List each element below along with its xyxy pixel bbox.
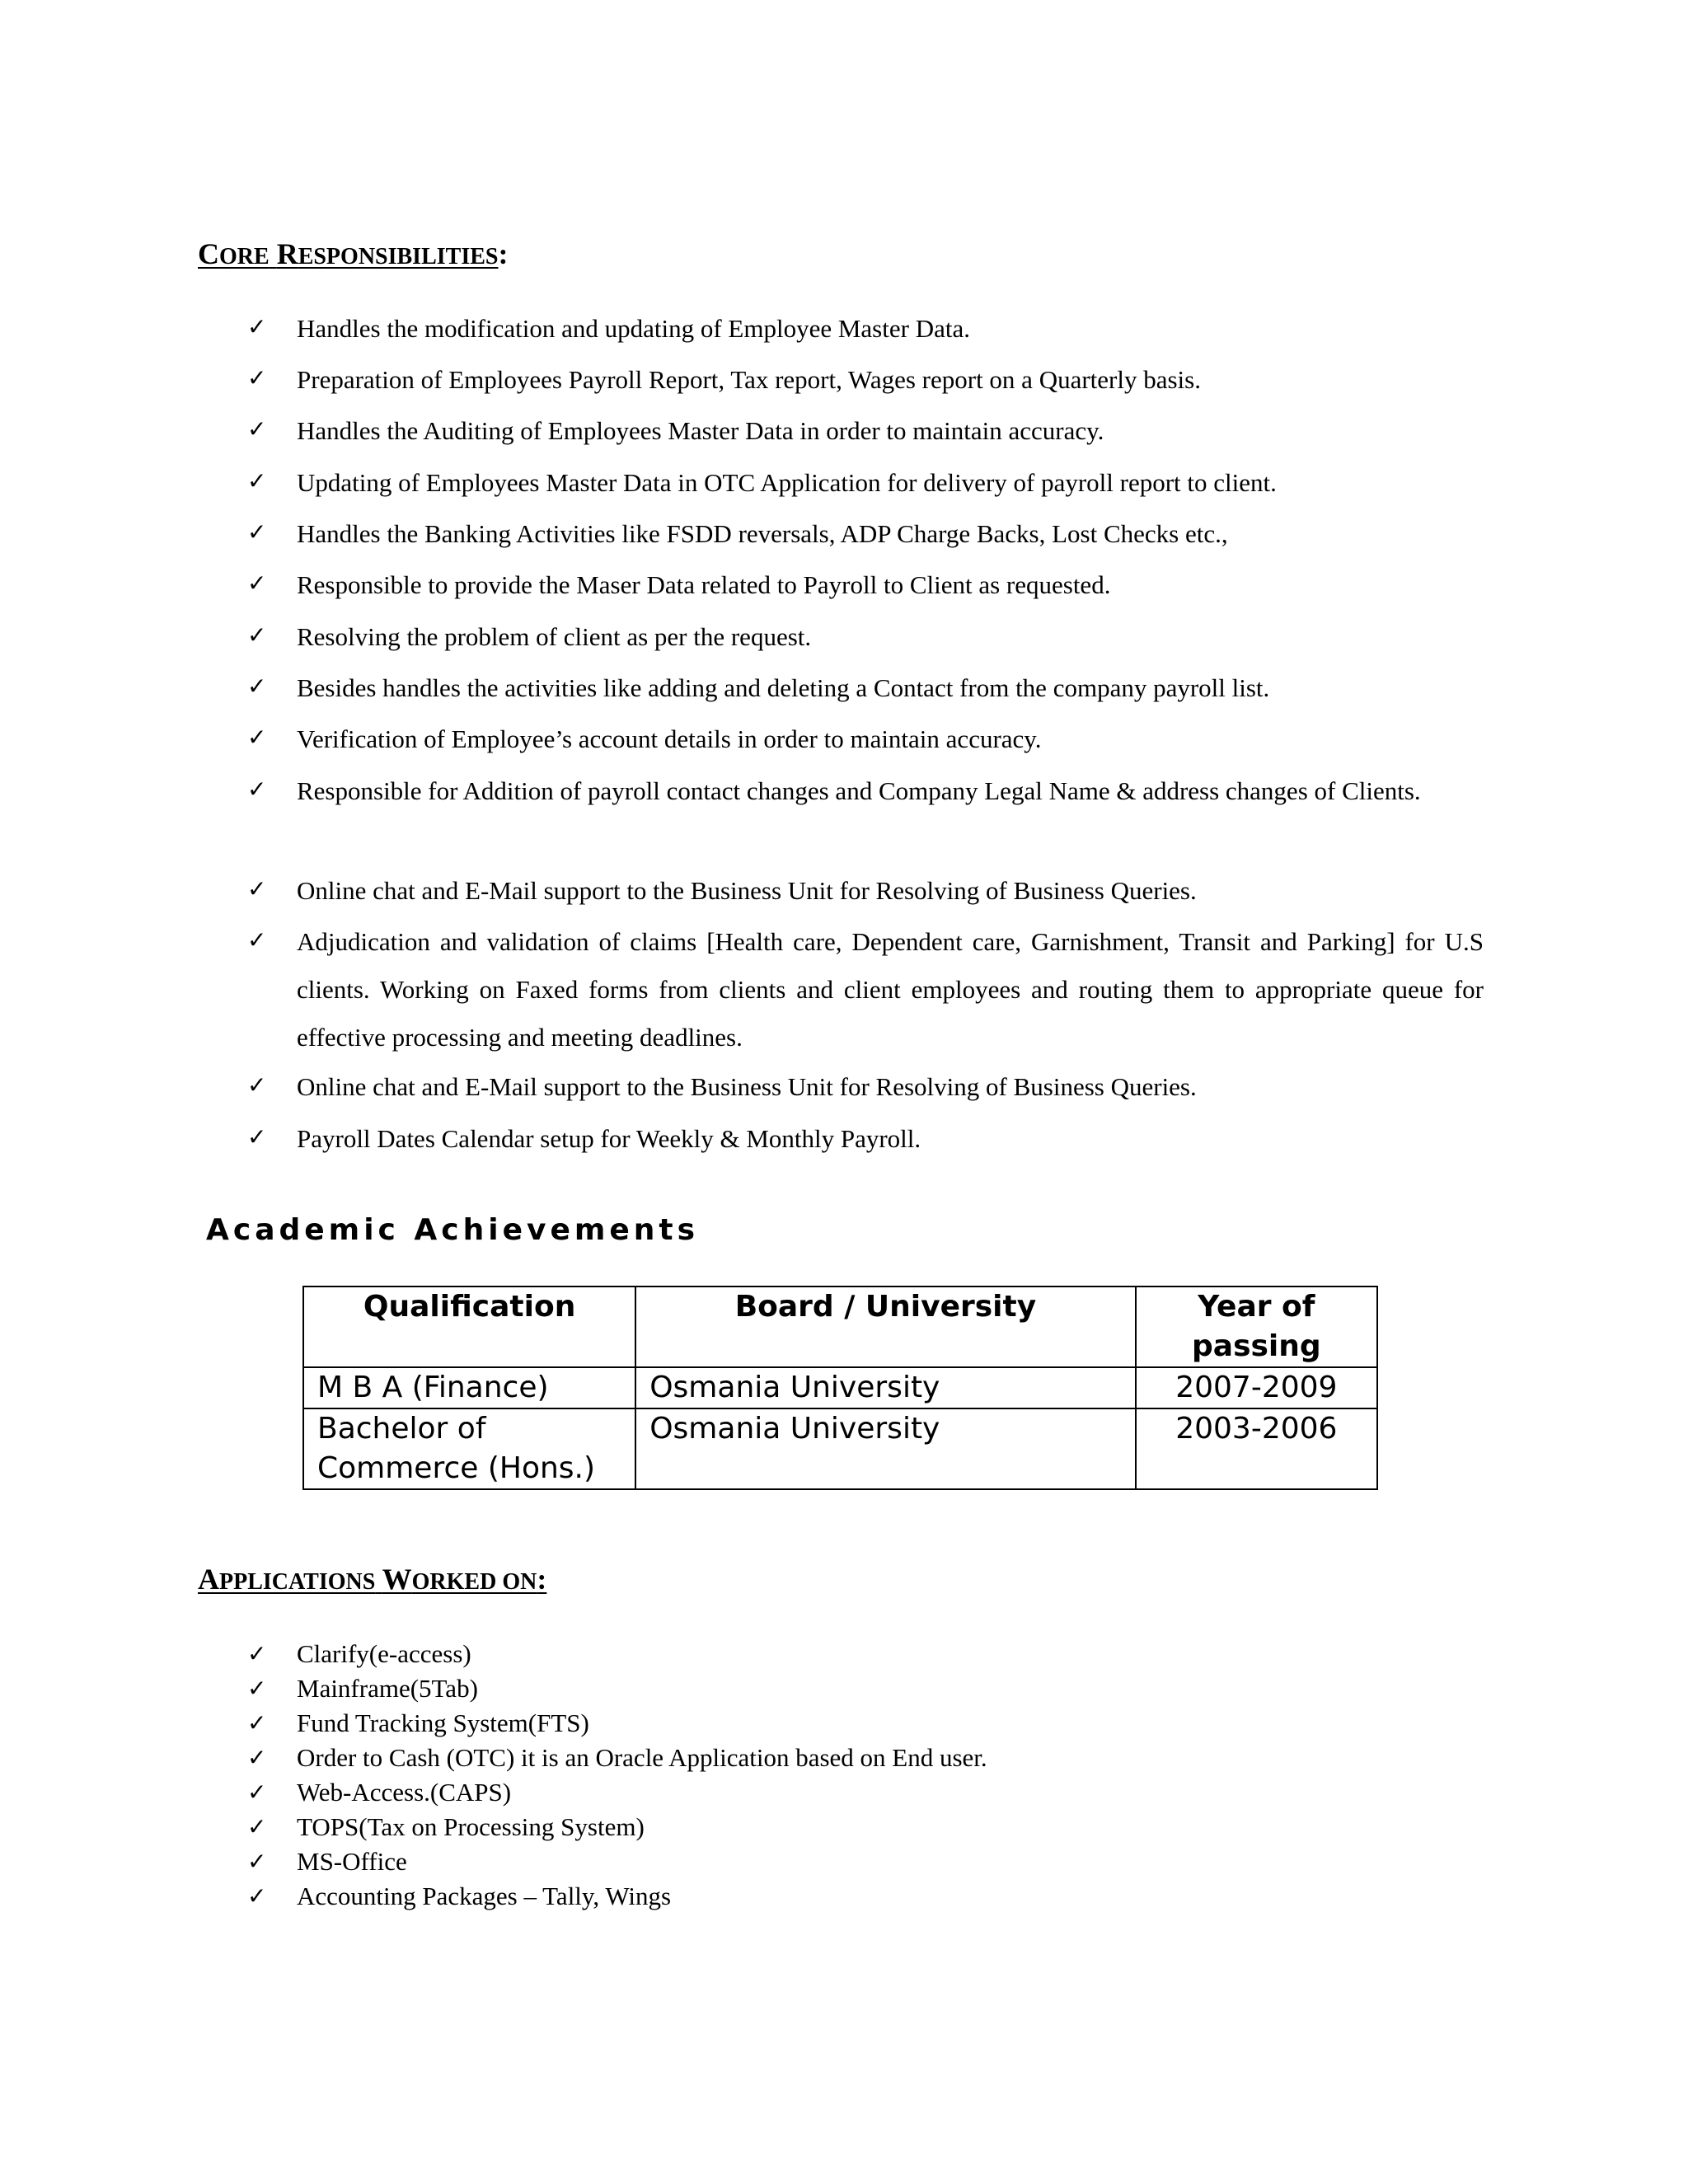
- list-item: Handles the Banking Activities like FSDD reversals, ADP Charge Backs, Lost Checks etc.,: [297, 519, 1228, 548]
- list-item: Order to Cash (OTC) it is an Oracle Application based on End user.: [297, 1743, 987, 1772]
- table-row: [303, 1408, 1377, 1489]
- university-cell: Osmania University: [635, 1367, 1135, 1408]
- checkmark-icon: ✓: [247, 569, 267, 597]
- checkmark-icon: ✓: [247, 776, 267, 803]
- checkmark-icon: ✓: [247, 621, 267, 649]
- list-item: Handles the Auditing of Employees Master Data in order to maintain accuracy.: [297, 416, 1104, 445]
- list-item: Web-Access.(CAPS): [297, 1778, 512, 1807]
- qualifications-table: [302, 1286, 1378, 1490]
- column-header-qualification: Qualification: [303, 1286, 635, 1367]
- checkmark-icon: ✓: [247, 518, 267, 546]
- university-cell: Osmania University: [635, 1408, 1135, 1489]
- checkmark-icon: ✓: [247, 724, 267, 751]
- list-item: Responsible for Addition of payroll contact changes and Company Legal Name & address changes of Clients.: [297, 776, 1421, 805]
- checkmark-icon: ✓: [247, 1813, 267, 1840]
- list-item: Mainframe(5Tab): [297, 1674, 478, 1703]
- checkmark-icon: ✓: [247, 467, 267, 494]
- list-item: Besides handles the activities like adding and deleting a Contact from the company payroll list.: [297, 673, 1270, 702]
- list-item: Updating of Employees Master Data in OTC Application for delivery of payroll report to client.: [297, 468, 1277, 497]
- list-item: Fund Tracking System(FTS): [297, 1708, 589, 1737]
- checkmark-icon: ✓: [247, 313, 267, 340]
- list-item: Responsible to provide the Maser Data related to Payroll to Client as requested.: [297, 570, 1111, 599]
- table-row: [303, 1367, 1377, 1408]
- qualification-cell: Bachelor of Commerce (Hons.): [303, 1408, 635, 1489]
- checkmark-icon: ✓: [247, 1071, 267, 1099]
- checkmark-icon: ✓: [247, 1123, 267, 1151]
- checkmark-icon: ✓: [247, 926, 267, 954]
- list-item: Online chat and E-Mail support to the Business Unit for Resolving of Business Queries.: [297, 1072, 1197, 1101]
- list-item: Handles the modification and updating of Employee Master Data.: [297, 314, 970, 343]
- column-header-university: Board / University: [635, 1286, 1135, 1367]
- list-item: Payroll Dates Calendar setup for Weekly & Monthly Payroll.: [297, 1124, 921, 1153]
- applications-heading: APPLICATIONS WORKED ON:: [198, 1563, 547, 1596]
- list-item: MS-Office: [297, 1847, 407, 1876]
- checkmark-icon: ✓: [247, 415, 267, 443]
- list-item: Accounting Packages – Tally, Wings: [297, 1882, 672, 1910]
- checkmark-icon: ✓: [247, 1779, 267, 1806]
- checkmark-icon: ✓: [247, 1709, 267, 1736]
- year-cell: 2003-2006: [1136, 1408, 1377, 1489]
- checkmark-icon: ✓: [247, 673, 267, 700]
- checkmark-icon: ✓: [247, 1675, 267, 1702]
- checkmark-icon: ✓: [247, 1744, 267, 1771]
- year-cell: 2007-2009: [1136, 1367, 1377, 1408]
- list-item: Clarify(e-access): [297, 1639, 471, 1668]
- list-item: Verification of Employee’s account details in order to maintain accuracy.: [297, 724, 1042, 753]
- checkmark-icon: ✓: [247, 1640, 267, 1667]
- list-item: TOPS(Tax on Processing System): [297, 1812, 645, 1841]
- checkmark-icon: ✓: [247, 1882, 267, 1910]
- list-item: Online chat and E-Mail support to the Business Unit for Resolving of Business Queries.: [297, 876, 1197, 905]
- qualification-cell: M B A (Finance): [303, 1367, 635, 1408]
- list-item: Adjudication and validation of claims [Health care, Dependent care, Garnishment, Transit and Parking] for U.S clients. Working on Faxed forms from clients and client employees and routing them to appropriate queue for effective processing and meeting deadlines.: [297, 927, 1484, 1052]
- column-header-year: Year of passing: [1136, 1286, 1377, 1367]
- list-item: Preparation of Employees Payroll Report, Tax report, Wages report on a Quarterly basis.: [297, 365, 1201, 394]
- checkmark-icon: ✓: [247, 875, 267, 902]
- checkmark-icon: ✓: [247, 364, 267, 391]
- academic-achievements-heading: Academic Achievements: [206, 1213, 700, 1247]
- checkmark-icon: ✓: [247, 1848, 267, 1875]
- core-responsibilities-heading: CORE RESPONSIBILITIES:: [198, 237, 509, 270]
- table-header-row: [303, 1286, 1377, 1367]
- list-item: Resolving the problem of client as per the request.: [297, 622, 812, 651]
